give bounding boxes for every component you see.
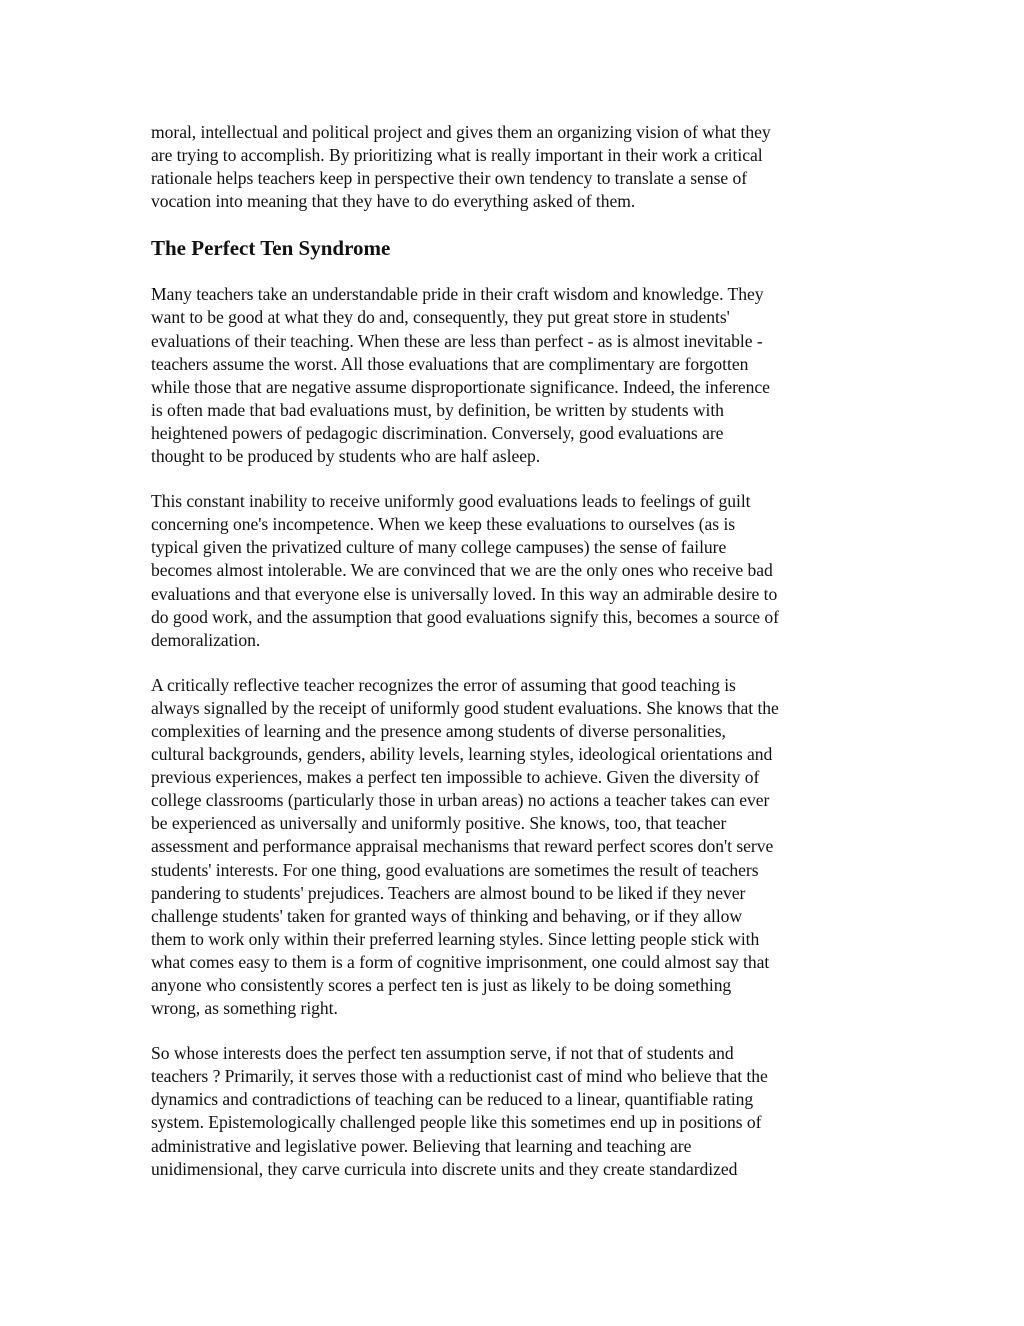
section-heading: The Perfect Ten Syndrome — [151, 236, 391, 261]
text-line: evaluations and that everyone else is universally loved. In this way an admirable desire to — [151, 583, 778, 604]
text-line: unidimensional, they carve curricula into discrete units and they create standardized — [151, 1158, 738, 1179]
text-line: thought to be produced by students who are half asleep. — [151, 446, 541, 467]
paragraph-2 — [151, 490, 877, 652]
text-line: what comes easy to them is a form of cognitive imprisonment, one could almost say that — [151, 951, 770, 972]
text-line: anyone who consistently scores a perfect ten is just as likely to be doing something — [151, 975, 732, 995]
text-line: students' interests. For one thing, good evaluations are sometimes the result of teachers — [151, 859, 759, 880]
paragraph-4 — [151, 1042, 877, 1181]
text-line: concerning one's incompetence. When we keep these evaluations to ourselves (as is — [151, 514, 736, 535]
text-line: A critically reflective teacher recognizes the error of assuming that good teaching is — [151, 674, 736, 695]
text-line: Many teachers take an understandable pride in their craft wisdom and knowledge. They — [151, 284, 764, 305]
text-line: assessment and performance appraisal mechanisms that reward perfect scores don't serve — [151, 836, 774, 857]
text-line: are trying to accomplish. By prioritizing what is really important in their work a critical — [151, 145, 763, 166]
text-line: be experienced as universally and uniformly positive. She knows, too, that teacher — [151, 813, 727, 834]
text-line: do good work, and the assumption that good evaluations signify this, becomes a source of — [151, 606, 779, 627]
text-line: administrative and legislative power. Believing that learning and teaching are — [151, 1135, 692, 1156]
text-line: them to work only within their preferred learning styles. Since letting people stick with — [151, 928, 760, 949]
text-line: rationale helps teachers keep in perspective their own tendency to translate a sense of — [151, 168, 748, 189]
text-line: cultural backgrounds, genders, ability levels, learning styles, ideological orientations and — [151, 744, 773, 765]
text-line: college classrooms (particularly those in urban areas) no actions a teacher takes can ever — [151, 790, 770, 811]
text-line: becomes almost intolerable. We are convinced that we are the only ones who receive bad — [151, 560, 773, 581]
text-line: teachers ? Primarily, it serves those with a reductionist cast of mind who believe that the — [151, 1066, 768, 1087]
text-line: pandering to students' prejudices. Teachers are almost bound to be liked if they never — [151, 882, 746, 903]
document-page — [151, 121, 877, 1203]
text-line: vocation into meaning that they have to do everything asked of them. — [151, 191, 636, 212]
text-line: heightened powers of pedagogic discrimination. Conversely, good evaluations are — [151, 422, 724, 443]
text-line: challenge students' taken for granted ways of thinking and behaving, or if they allow — [151, 905, 743, 926]
intro-paragraph — [151, 121, 877, 213]
text-line: teachers assume the worst. All those evaluations that are complimentary are forgotten — [151, 353, 749, 374]
text-line: system. Epistemologically challenged people like this sometimes end up in positions of — [151, 1112, 762, 1133]
text-line: is often made that bad evaluations must, by definition, be written by students with — [151, 399, 724, 420]
text-line: typical given the privatized culture of many college campuses) the sense of failure — [151, 537, 727, 558]
text-line: complexities of learning and the presence among students of diverse personalities, — [151, 720, 726, 741]
text-line: moral, intellectual and political project and gives them an organizing vision of what they — [151, 122, 771, 142]
text-line: want to be good at what they do and, consequently, they put great store in students' — [151, 307, 730, 328]
text-line: while those that are negative assume disproportionate significance. Indeed, the inference — [151, 376, 770, 397]
text-line: wrong, as something right. — [151, 998, 338, 1019]
text-line: demoralization. — [151, 629, 261, 650]
paragraph-3 — [151, 674, 877, 1020]
paragraph-1 — [151, 283, 877, 468]
text-line: evaluations of their teaching. When these are less than perfect - as is almost inevitable - — [151, 330, 763, 351]
text-line: dynamics and contradictions of teaching can be reduced to a linear, quantifiable rating — [151, 1089, 754, 1110]
text-line: So whose interests does the perfect ten assumption serve, if not that of students and — [151, 1043, 734, 1064]
text-line: previous experiences, makes a perfect ten impossible to achieve. Given the diversity of — [151, 767, 760, 788]
text-line: This constant inability to receive uniformly good evaluations leads to feelings of guilt — [151, 491, 751, 512]
text-line: always signalled by the receipt of uniformly good student evaluations. She knows that the — [151, 697, 779, 718]
